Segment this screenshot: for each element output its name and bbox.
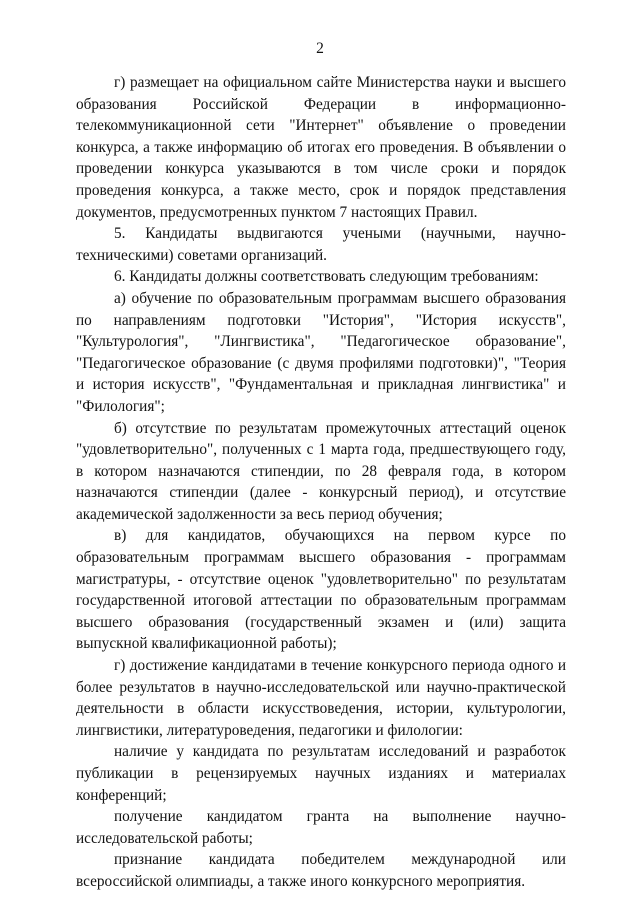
paragraph-point-5: 5. Кандидаты выдвигаются учеными (научными, научно-техническими) советами организаций. [76, 225, 566, 264]
paragraph-grant: получение кандидатом гранта на выполнение научно-исследовательской работы; [76, 808, 566, 847]
document-body [76, 72, 566, 893]
paragraph-requirement-a: а) обучение по образовательным программам высшего образования по направлениям подготовки "История", "История искусств", "Культурология", "Лингвистика", "Педагогическое образование", "Педагогическое образование (с двумя профилями подготовки)", "Теория и история искусств", "Фундаментальная и прикладная лингвистика" и "Филология"; [76, 289, 566, 415]
paragraph-item-g-publication: г) размещает на официальном сайте Министерства науки и высшего образования Российской Федерации в информационно-телекоммуникационной сети "Интернет" объявление о проведении конкурса, а также информацию об итогах его проведения. В объявлении о проведении конкурса указываются в том числе сроки и порядок проведения конкурса, а также место, срок и порядок представления документов, предусмотренных пунктом 7 настоящих Правил. [76, 74, 566, 221]
paragraph-requirement-b: б) отсутствие по результатам промежуточных аттестаций оценок "удовлетворительно", полученных с 1 марта года, предшествующего году, в котором назначаются стипендии, по 28 февраля года, в котором назначаются стипендии (далее - конкурсный период), и отсутствие академической задолженности за весь период обучения; [76, 419, 566, 523]
page-number: 2 [316, 40, 324, 57]
paragraph-olympiad: признание кандидата победителем международной или всероссийской олимпиады, а также иного конкурсного мероприятия. [76, 851, 566, 890]
paragraph-requirement-g: г) достижение кандидатами в течение конкурсного периода одного и более результатов в научно-исследовательской или научно-практической деятельности в области искусствоведения, истории, культурологии, лингвистики, литературоведения, педагогики и филологии: [76, 657, 566, 739]
paragraph-point-6: 6. Кандидаты должны соответствовать следующим требованиям: [114, 268, 539, 286]
paragraph-publications: наличие у кандидата по результатам исследований и разработок публикации в рецензируемых научных изданиях и материалах конференций; [76, 743, 566, 804]
paragraph-requirement-v: в) для кандидатов, обучающихся на первом курсе по образовательным программам высшего образования - программам магистратуры, - отсутствие оценок "удовлетворительно" по результатам государственной итоговой аттестации по образовательным программам высшего образования (государственный экзамен и (или) защита выпускной квалификационной работы); [76, 527, 566, 653]
